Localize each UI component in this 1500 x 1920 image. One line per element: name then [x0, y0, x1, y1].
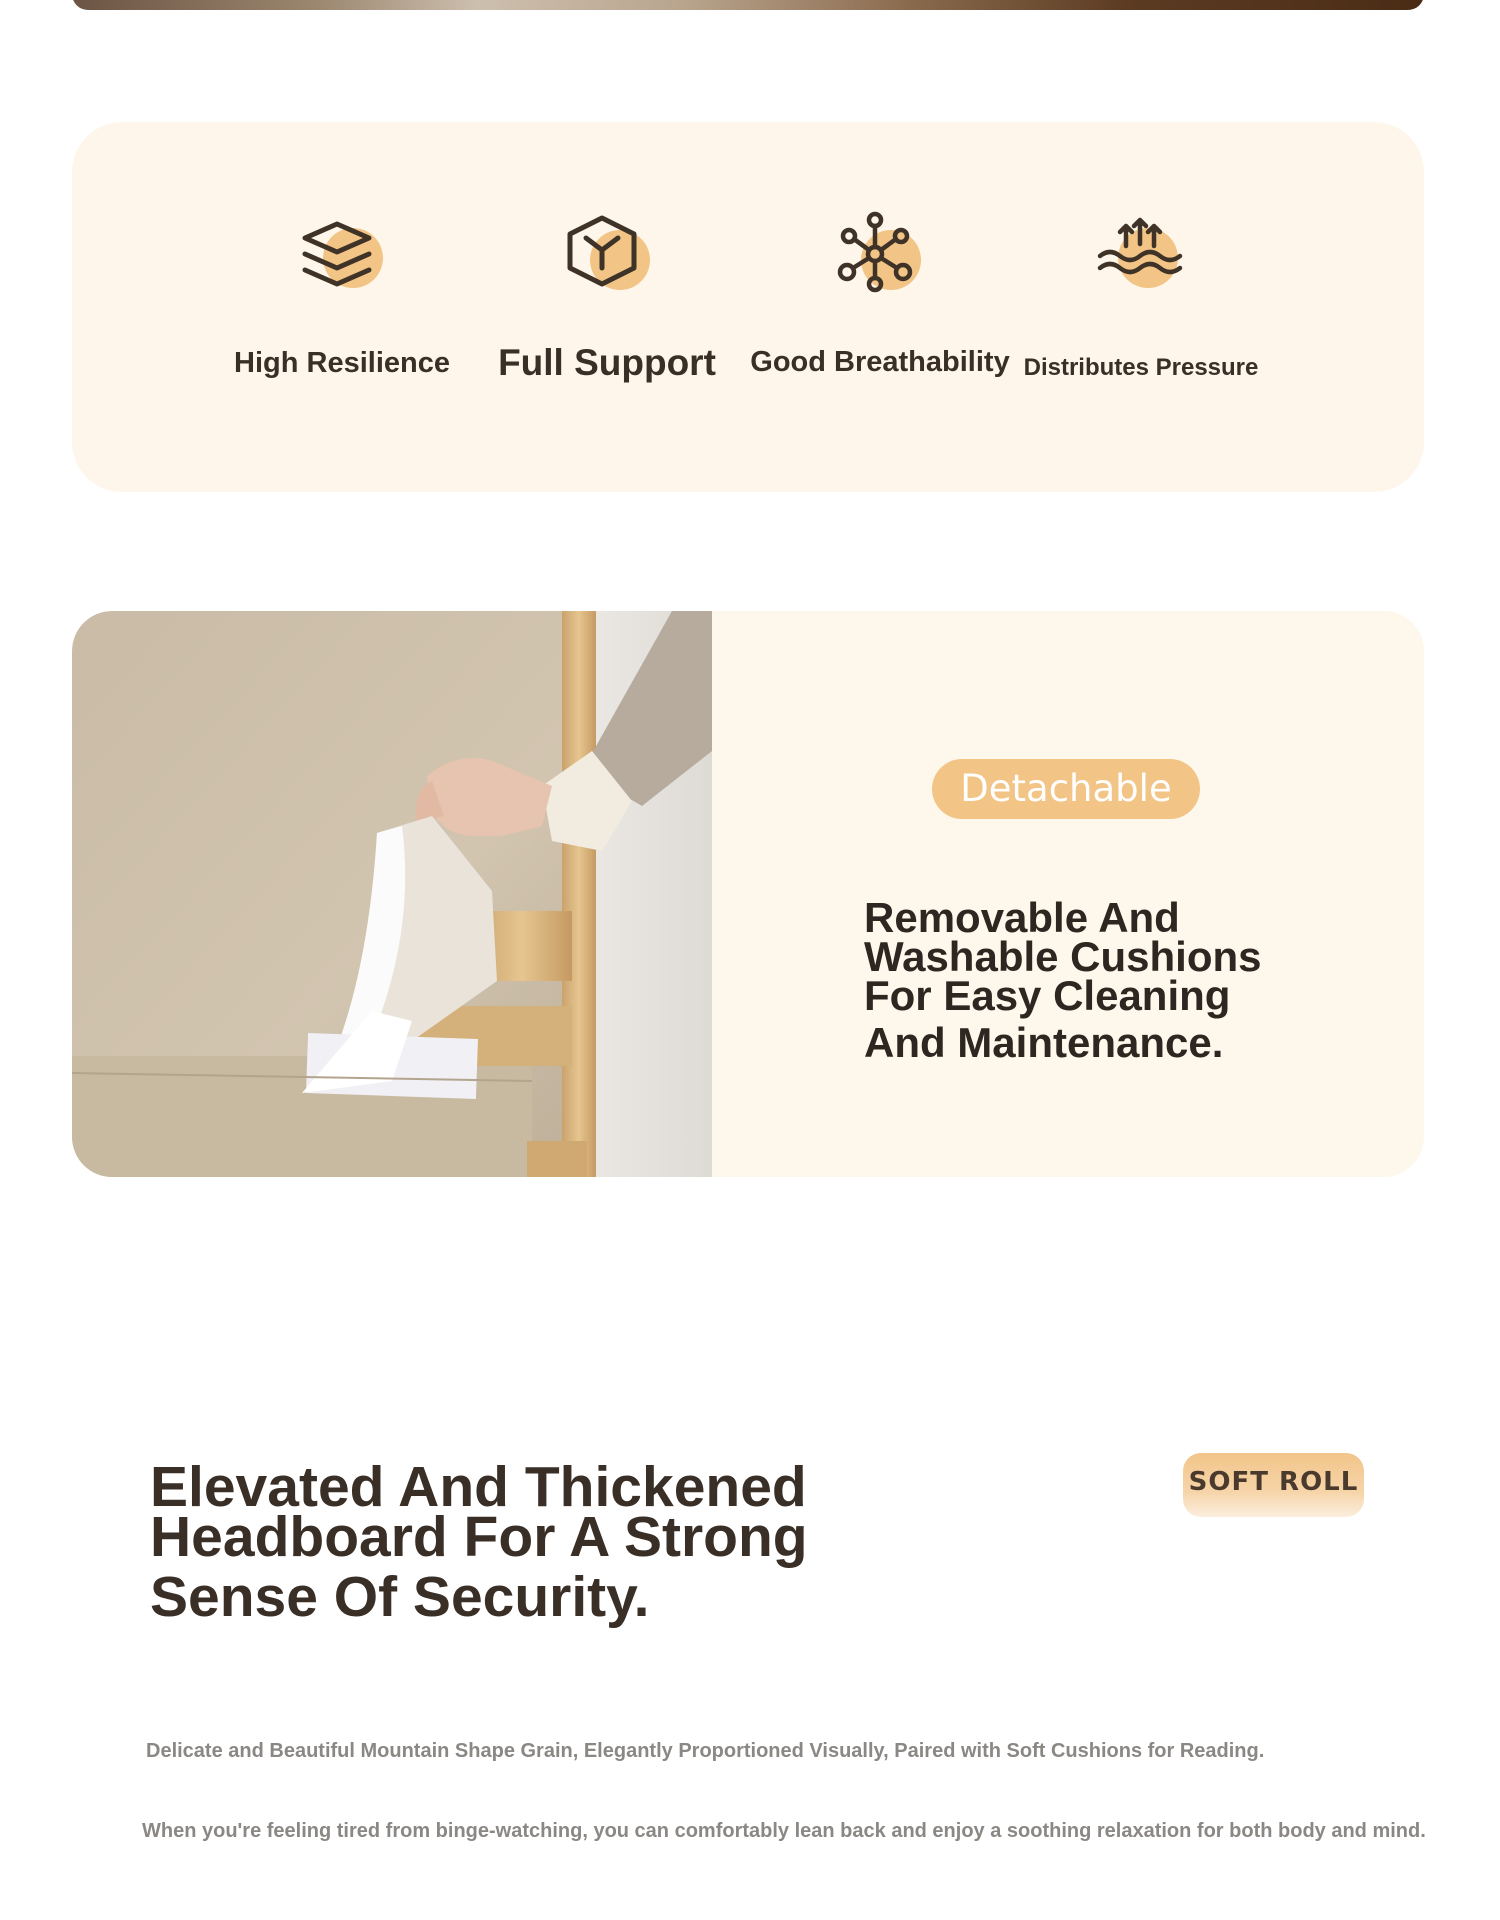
feature-label: Full Support	[498, 342, 716, 383]
feature-label: Distributes Pressure	[1023, 354, 1259, 381]
layers-icon	[287, 202, 397, 312]
feature-label: Good Breathability	[750, 346, 1010, 378]
soft-roll-badge: SOFT ROLL	[1183, 1453, 1364, 1517]
product-photo-bottom-edge	[72, 0, 1424, 10]
description-text: Delicate and Beautiful Mountain Shape Grain, Elegantly Proportioned Visually, Paired with Soft Cushions for Reading.	[146, 1740, 1265, 1762]
cushion-photo-illustration	[72, 611, 712, 1177]
detachable-heading	[864, 894, 1324, 1066]
feature-full-support	[472, 122, 742, 492]
cushion-removal-photo	[72, 611, 712, 1177]
features-card	[72, 122, 1424, 492]
feature-distributes-pressure	[1006, 122, 1276, 492]
heading-line: Elevated And Thickened	[150, 1455, 807, 1519]
heading-line: Sense Of Security.	[150, 1565, 650, 1629]
detachable-badge: Detachable	[932, 759, 1200, 819]
pressure-waves-icon	[1086, 202, 1196, 312]
network-icon	[825, 202, 935, 312]
heading-line: Removable And	[864, 894, 1180, 941]
feature-high-resilience	[207, 122, 477, 492]
detachable-cushion-section	[72, 611, 1424, 1177]
heading-line: And Maintenance.	[864, 1019, 1224, 1066]
feature-good-breathability	[745, 122, 1015, 492]
description-text: When you're feeling tired from binge-watching, you can comfortably lean back and enjoy a soothing relaxation for both body and mind.	[142, 1820, 1426, 1842]
heading-line: Headboard For A Strong	[150, 1505, 808, 1569]
cube-icon	[552, 202, 662, 312]
feature-label: High Resilience	[234, 347, 450, 379]
heading-line: Washable Cushions	[864, 933, 1262, 980]
heading-line: For Easy Cleaning	[864, 972, 1231, 1019]
headboard-heading	[150, 1455, 870, 1629]
